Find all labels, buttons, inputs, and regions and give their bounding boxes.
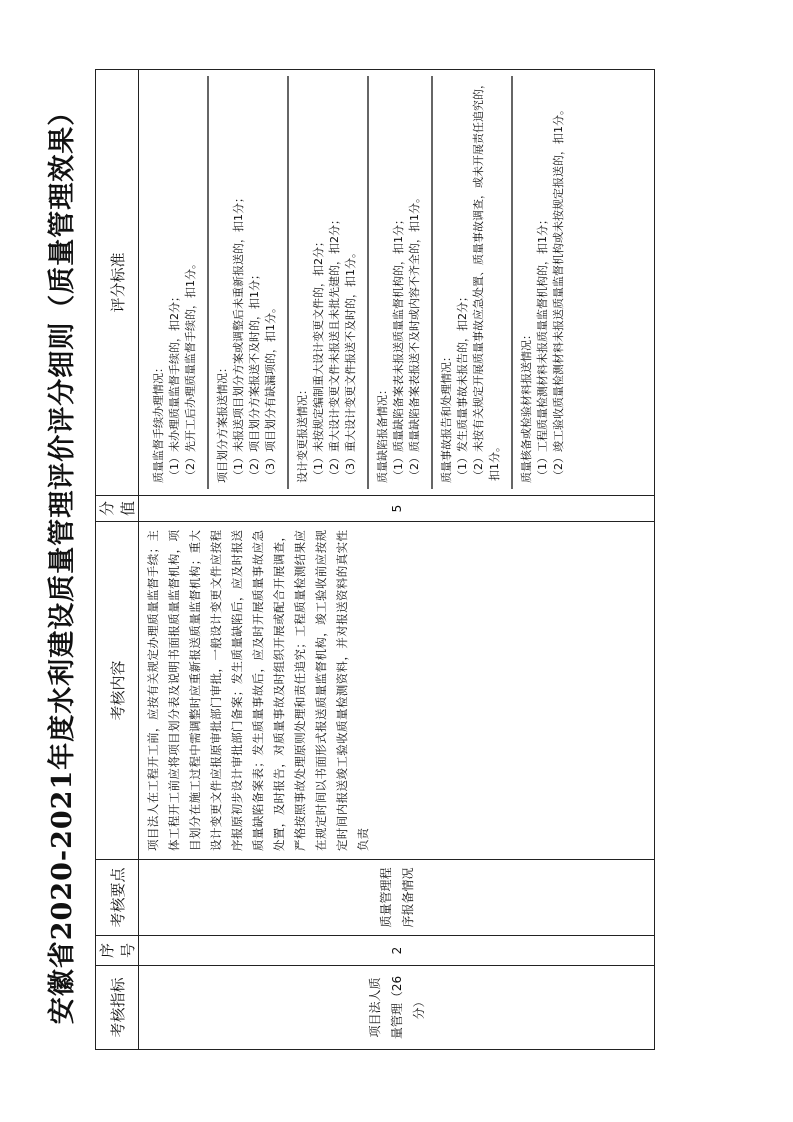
seq-cell: 2 xyxy=(139,936,655,966)
page-title: 安徽省2020-2021年度水利建设质量管理评价评分细则（质量管理效果） xyxy=(47,97,78,1025)
criteria-heading: 项目划分方案报送情况： xyxy=(216,362,229,483)
criteria-block xyxy=(209,76,289,489)
criteria-item: （1）未报送项目划分方案或调整后未重新报送的，扣1分； xyxy=(232,192,245,481)
criteria-block xyxy=(433,76,513,489)
criteria-block xyxy=(145,76,209,489)
criteria-heading: 质量监督手续办理情况： xyxy=(152,362,165,483)
criteria-block xyxy=(289,76,369,489)
criteria-item: （2）项目划分方案报送不及时的，扣1分； xyxy=(248,269,261,481)
criteria-item: 扣1分。 xyxy=(488,441,501,481)
header-content: 考核内容 xyxy=(96,522,139,860)
criteria-block xyxy=(513,76,575,489)
criteria-heading: 质量缺陷报备情况： xyxy=(376,384,389,483)
header-score: 分值 xyxy=(96,496,139,522)
criteria-heading: 质量事故报告和处理情况： xyxy=(440,351,453,483)
table-row xyxy=(139,70,655,1050)
criteria-item: （1）未按规定编制重大设计变更文件的，扣2分； xyxy=(312,236,325,481)
criteria-item: （1）发生质量事故未报告的，扣2分； xyxy=(456,291,469,481)
criteria-item: （1）未办理质量监督手续的，扣2分； xyxy=(168,291,181,481)
table-header-row xyxy=(96,70,139,1050)
criteria-item: （2）质量缺陷备案表报送不及时或内容不齐全的，扣1分。 xyxy=(408,192,421,481)
criteria-block xyxy=(369,76,433,489)
score-cell: 5 xyxy=(139,496,655,522)
criteria-heading: 设计变更报送情况： xyxy=(296,384,309,483)
criteria-item: （1）质量缺陷备案表未报送质量监督机构的，扣1分； xyxy=(392,214,405,481)
evaluation-table xyxy=(95,69,655,1050)
criteria-item: （2）竣工验收质量检测材料未报送质量监督机构或未按规定报送的，扣1分。 xyxy=(552,104,565,481)
criteria-cell xyxy=(139,70,655,496)
criteria-item: （3）重大设计变更文件报送不及时的，扣1分。 xyxy=(344,247,357,481)
criteria-item: （2）重大设计变更文件未报送且未批先建的，扣2分； xyxy=(328,214,341,481)
header-seq: 序号 xyxy=(96,936,139,966)
header-key-point: 考核要点 xyxy=(96,860,139,936)
criteria-item: （2）先开工后办理质量监督手续的，扣1分。 xyxy=(184,258,197,481)
content-cell: 项目法人在工程开工前，应按有关规定办理质量监督手续；主体工程开工前应将项目划分表及说明书面报质量监督机构，项目划分在施工过程中需调整时应重新报送质量监督机构；重大设计变更文件应报原审批部门审批，一般设计变更文件应按程序报原初步设计审批部门备案；发生质量缺陷后，应及时报送质量缺陷备案表；发生质量事故后，应及时开展质量事故应急处置，及时报告，对质量事故及时组织开展或配合开展调查，严格按照事故处理原则处理和责任追究；工程质量检测结果应在规定时间以书面形式报送质量监督机构，竣工验收前应按规定时间内报送竣工验收质量检测资料，并对报送资料的真实性负责 xyxy=(139,522,655,860)
indicator-cell: 项目法人质量管理（26分） xyxy=(139,966,655,1050)
criteria-item: （1）工程质量检测材料未报质量监督机构的，扣1分； xyxy=(536,214,549,481)
header-indicator: 考核指标 xyxy=(96,966,139,1050)
criteria-item: （3）项目划分有缺漏项的，扣1分。 xyxy=(264,302,277,481)
criteria-heading: 质量核备或检验材料报送情况： xyxy=(520,329,533,483)
key-point-cell: 质量管理程序报备情况 xyxy=(139,860,655,936)
criteria-item: （2）未按有关规定开展质量事故应急处置、质量事故调查，或未开展责任追究的， xyxy=(472,78,485,481)
header-criteria: 评分标准 xyxy=(96,70,139,496)
